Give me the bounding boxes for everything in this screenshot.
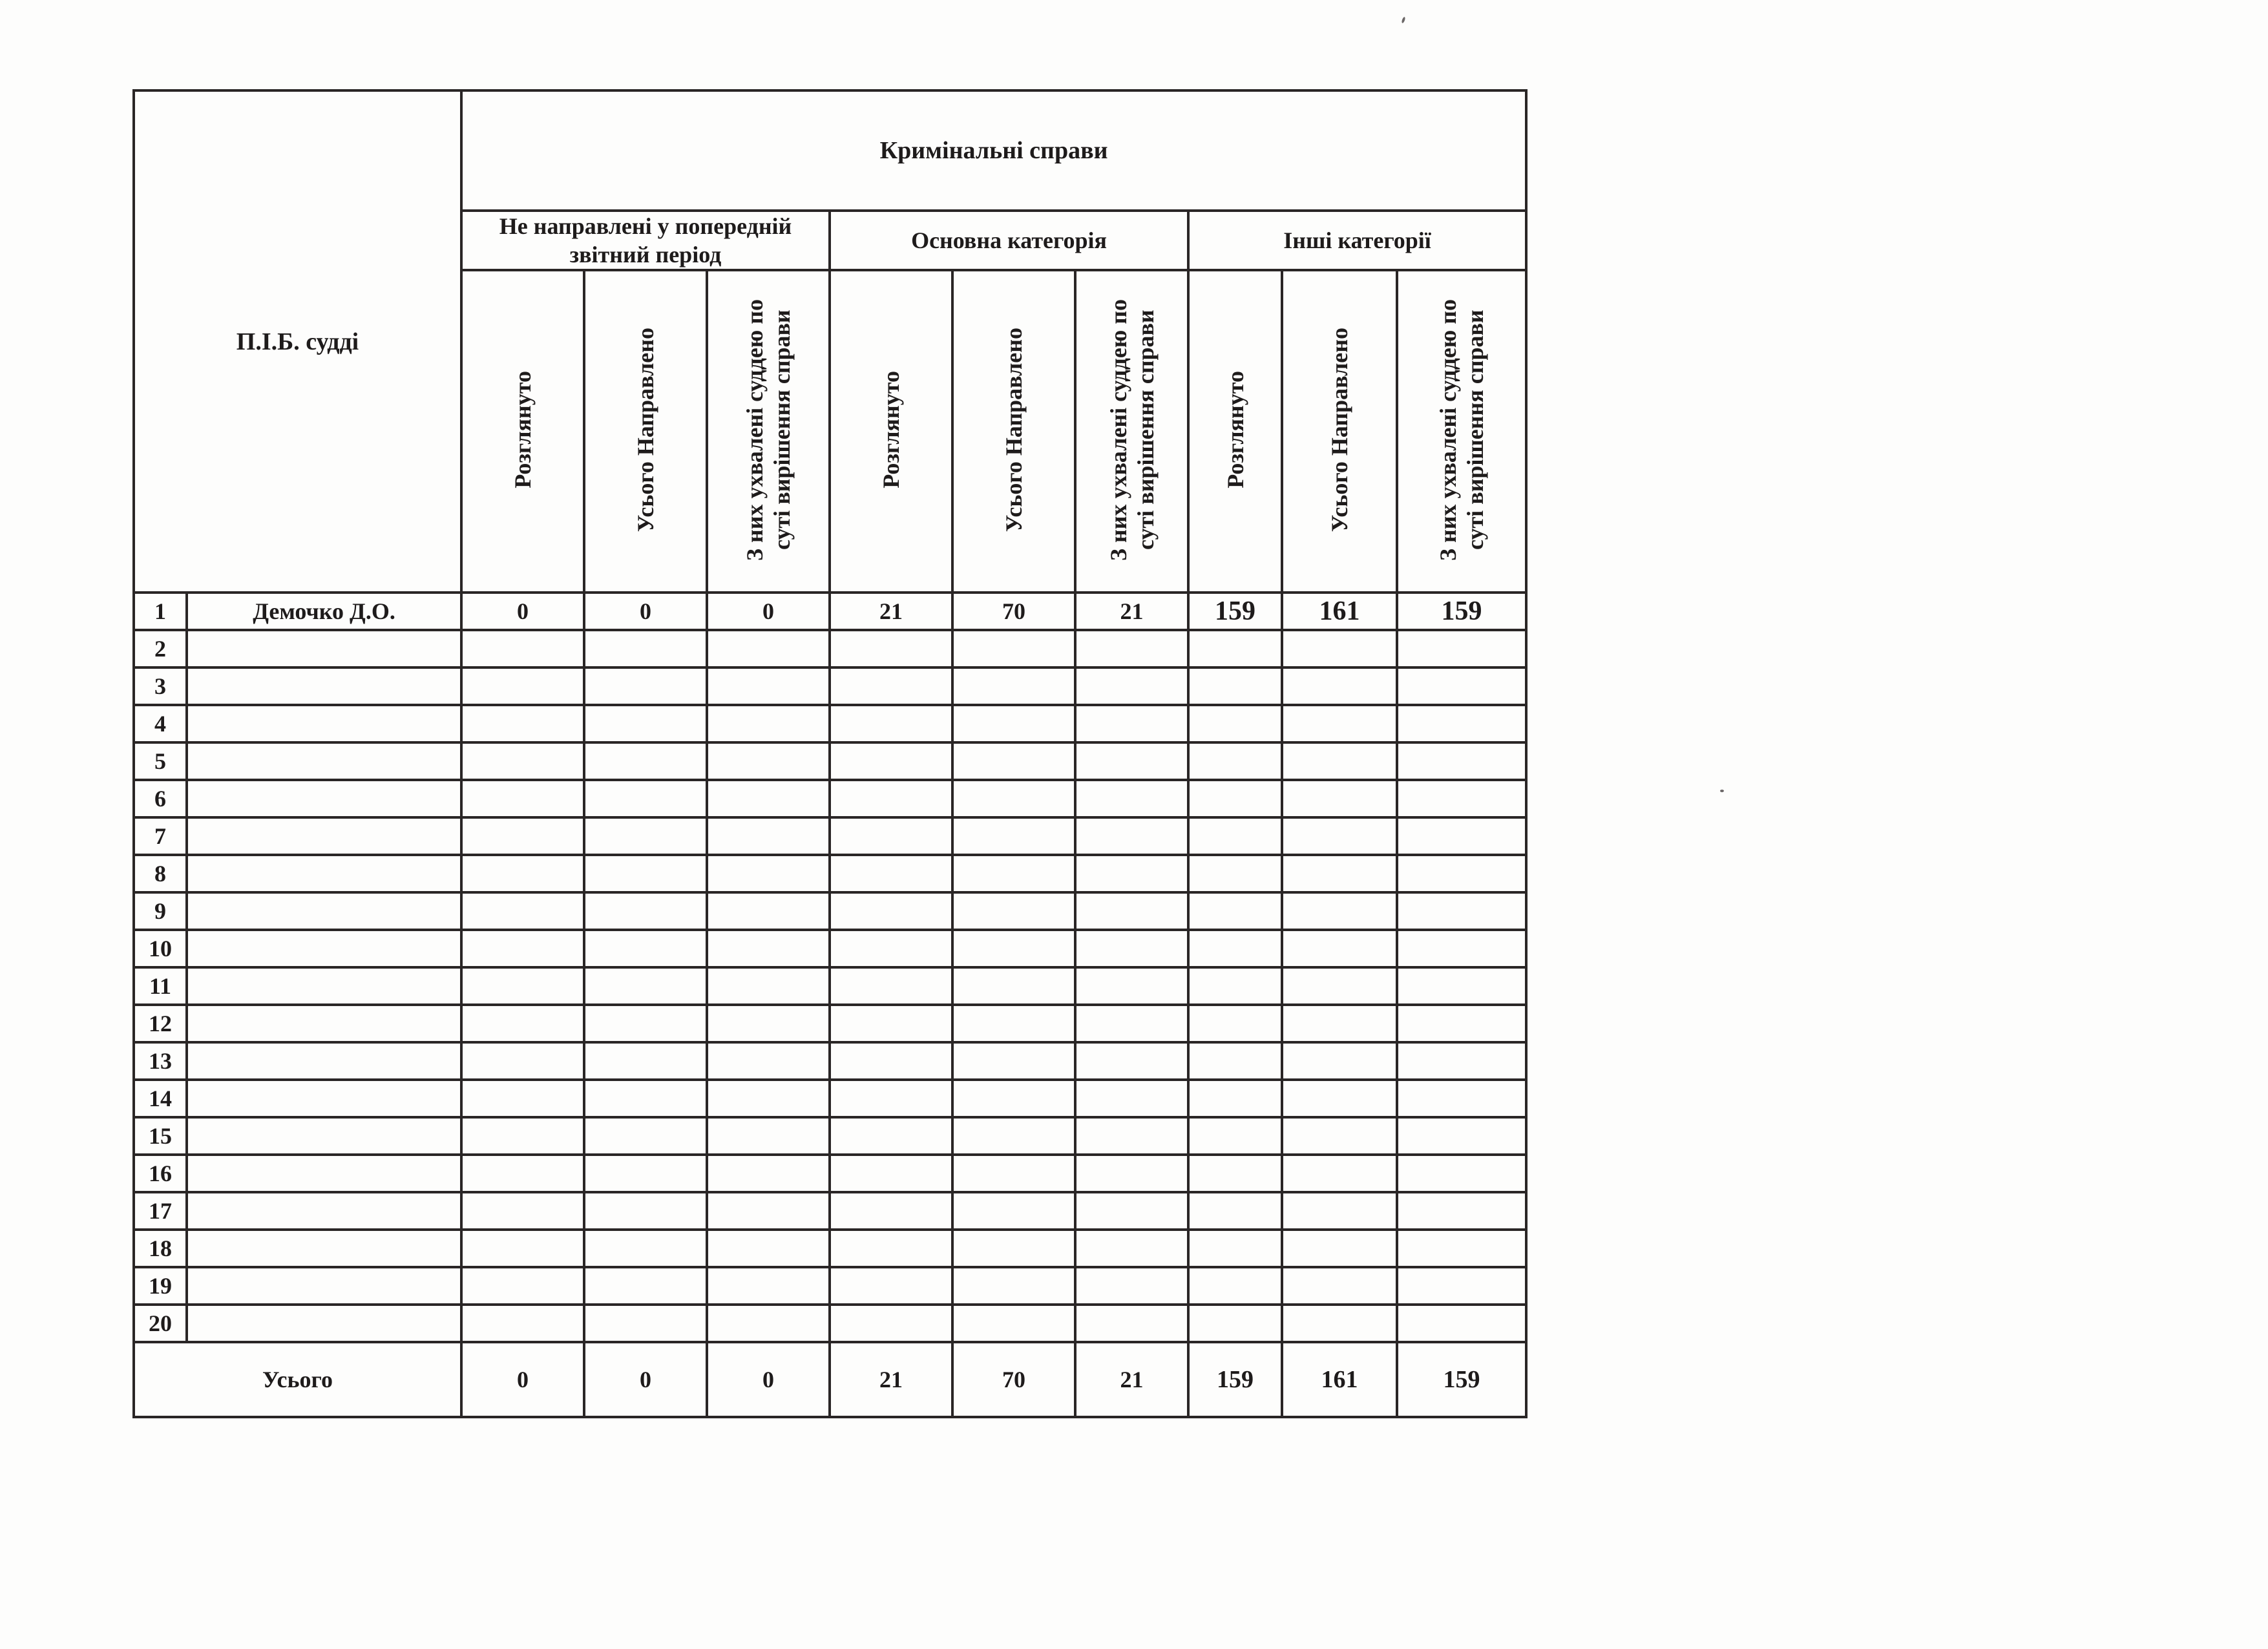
row-number: 3 (134, 667, 187, 705)
value-cell (461, 967, 584, 1005)
value-cell (707, 1305, 830, 1342)
value-cell (1397, 1267, 1526, 1305)
row-number: 12 (134, 1005, 187, 1042)
value-cell (830, 667, 952, 705)
judge-name-cell (187, 1117, 461, 1155)
table-row (134, 1305, 1526, 1342)
value-cell (830, 705, 952, 742)
value-cell (1397, 1230, 1526, 1267)
column-header (1282, 270, 1397, 593)
judge-name-cell (187, 630, 461, 667)
value-cell (1397, 855, 1526, 892)
value-cell (1075, 705, 1188, 742)
value-cell (1075, 1267, 1188, 1305)
value-cell (952, 667, 1075, 705)
total-value-cell: 21 (1075, 1342, 1188, 1417)
value-cell (461, 1267, 584, 1305)
value-cell (1397, 930, 1526, 967)
value-cell (461, 667, 584, 705)
value-cell (830, 967, 952, 1005)
value-cell (952, 1080, 1075, 1117)
value-cell (1188, 1117, 1282, 1155)
value-cell (1282, 630, 1397, 667)
value-cell (952, 1192, 1075, 1230)
value-cell (1397, 1005, 1526, 1042)
value-cell (584, 705, 707, 742)
value-cell (952, 967, 1075, 1005)
value-cell (1397, 1192, 1526, 1230)
scan-speck (1720, 790, 1724, 792)
value-cell (1282, 817, 1397, 855)
value-cell (584, 630, 707, 667)
value-cell (584, 892, 707, 930)
table-row (134, 780, 1526, 817)
value-cell (707, 817, 830, 855)
value-cell (584, 742, 707, 780)
value-cell (1188, 1005, 1282, 1042)
value-cell (1188, 630, 1282, 667)
judge-name-cell (187, 1230, 461, 1267)
table-row (134, 930, 1526, 967)
value-cell (707, 855, 830, 892)
table-row (134, 1005, 1526, 1042)
column-header-label: Розглянуто (510, 371, 536, 488)
judge-name-cell (187, 667, 461, 705)
value-cell (1075, 855, 1188, 892)
table-row (134, 667, 1526, 705)
value-cell (707, 930, 830, 967)
value-cell (1397, 1155, 1526, 1192)
value-cell (1075, 1230, 1188, 1267)
value-cell (830, 742, 952, 780)
value-cell (707, 1042, 830, 1080)
row-number: 5 (134, 742, 187, 780)
value-cell (707, 742, 830, 780)
value-cell (461, 1305, 584, 1342)
value-cell (1075, 817, 1188, 855)
value-cell (952, 1305, 1075, 1342)
column-header (584, 270, 707, 593)
value-cell (830, 1155, 952, 1192)
totals-row (134, 1342, 1526, 1417)
value-cell (1397, 1080, 1526, 1117)
row-number: 14 (134, 1080, 187, 1117)
table-row (134, 1117, 1526, 1155)
value-cell (1188, 667, 1282, 705)
row-number: 7 (134, 817, 187, 855)
value-cell (952, 1230, 1075, 1267)
value-cell (1188, 892, 1282, 930)
value-cell (461, 1005, 584, 1042)
judge-name-cell (187, 1192, 461, 1230)
value-cell (461, 1230, 584, 1267)
judge-name-cell (187, 1305, 461, 1342)
value-cell (461, 930, 584, 967)
value-cell (830, 1080, 952, 1117)
value-cell (707, 780, 830, 817)
value-cell (1282, 1117, 1397, 1155)
value-cell (461, 742, 584, 780)
value-cell (1188, 1080, 1282, 1117)
value-cell (1188, 930, 1282, 967)
value-cell (584, 1042, 707, 1080)
value-cell (584, 1305, 707, 1342)
row-number: 16 (134, 1155, 187, 1192)
value-cell (952, 1042, 1075, 1080)
group-header-not-sent-previous: Не направлені у попередній звітний період (461, 211, 830, 270)
value-cell (1188, 1230, 1282, 1267)
judge-name-cell (187, 780, 461, 817)
value-cell (1397, 1117, 1526, 1155)
value-cell (707, 1005, 830, 1042)
value-cell (461, 817, 584, 855)
total-value-cell: 21 (830, 1342, 952, 1417)
table-row (134, 855, 1526, 892)
value-cell (584, 1080, 707, 1117)
value-cell (1282, 1080, 1397, 1117)
value-cell (584, 817, 707, 855)
value-cell (1282, 1192, 1397, 1230)
value-cell (952, 1155, 1075, 1192)
column-header-label: Розглянуто (878, 371, 905, 488)
value-cell (584, 1192, 707, 1230)
value-cell (1188, 855, 1282, 892)
value-cell (584, 1117, 707, 1155)
value-cell (1188, 780, 1282, 817)
totals-label: Усього (134, 1342, 461, 1417)
table-row (134, 1267, 1526, 1305)
row-number: 18 (134, 1230, 187, 1267)
row-number: 1 (134, 593, 187, 630)
value-cell (1188, 1192, 1282, 1230)
value-cell (830, 1305, 952, 1342)
value-cell (1397, 892, 1526, 930)
judge-name-cell (187, 1267, 461, 1305)
value-cell (461, 705, 584, 742)
judge-name-cell (187, 705, 461, 742)
value-cell (952, 742, 1075, 780)
table-title: Кримінальні справи (461, 90, 1526, 211)
value-cell (1188, 1305, 1282, 1342)
value-cell (830, 930, 952, 967)
value-cell (1075, 1117, 1188, 1155)
value-cell (952, 855, 1075, 892)
value-cell (1075, 930, 1188, 967)
value-cell (1282, 855, 1397, 892)
total-value-cell: 159 (1188, 1342, 1282, 1417)
value-cell (1188, 1042, 1282, 1080)
judge-name-header: П.І.Б. судді (134, 90, 461, 593)
value-cell (1282, 930, 1397, 967)
row-number: 9 (134, 892, 187, 930)
value-cell (830, 1117, 952, 1155)
value-cell (1397, 817, 1526, 855)
value-cell (1075, 1005, 1188, 1042)
value-cell (830, 1192, 952, 1230)
value-cell: 159 (1397, 593, 1526, 630)
value-cell (1075, 780, 1188, 817)
value-cell: 21 (830, 593, 952, 630)
value-cell (1188, 1155, 1282, 1192)
column-header-label: Усього Направлено (1001, 327, 1027, 532)
judge-name-cell (187, 930, 461, 967)
value-cell (1282, 742, 1397, 780)
column-header (1188, 270, 1282, 593)
value-cell (1397, 1042, 1526, 1080)
judge-name-cell (187, 1005, 461, 1042)
total-value-cell: 70 (952, 1342, 1075, 1417)
table-row (134, 967, 1526, 1005)
value-cell (707, 892, 830, 930)
value-cell (584, 1230, 707, 1267)
value-cell (1282, 667, 1397, 705)
value-cell (461, 855, 584, 892)
table-row (134, 705, 1526, 742)
value-cell (1075, 1155, 1188, 1192)
value-cell (584, 667, 707, 705)
value-cell: 21 (1075, 593, 1188, 630)
value-cell (1282, 705, 1397, 742)
column-header (461, 270, 584, 593)
value-cell (952, 630, 1075, 667)
value-cell (1397, 705, 1526, 742)
value-cell (1188, 705, 1282, 742)
value-cell (1188, 817, 1282, 855)
column-header-label: Розглянуто (1222, 371, 1248, 488)
value-cell (1282, 1267, 1397, 1305)
total-value-cell: 0 (707, 1342, 830, 1417)
column-header (952, 270, 1075, 593)
value-cell (830, 780, 952, 817)
row-number: 20 (134, 1305, 187, 1342)
value-cell (707, 1117, 830, 1155)
table-row (134, 817, 1526, 855)
row-number: 2 (134, 630, 187, 667)
value-cell (584, 967, 707, 1005)
value-cell (461, 1042, 584, 1080)
value-cell (952, 817, 1075, 855)
value-cell (1188, 1267, 1282, 1305)
value-cell (1075, 1305, 1188, 1342)
value-cell (1282, 1042, 1397, 1080)
value-cell (461, 1155, 584, 1192)
table-row (134, 593, 1526, 630)
value-cell (1397, 667, 1526, 705)
value-cell (461, 1192, 584, 1230)
value-cell (707, 667, 830, 705)
value-cell (830, 630, 952, 667)
column-header (1397, 270, 1526, 593)
value-cell: 159 (1188, 593, 1282, 630)
value-cell (1282, 967, 1397, 1005)
row-number: 10 (134, 930, 187, 967)
total-value-cell: 0 (584, 1342, 707, 1417)
column-header-label: З них ухвалені суддею по суті вирішення справи (742, 299, 795, 561)
value-cell (1282, 1305, 1397, 1342)
judge-name-cell (187, 1042, 461, 1080)
total-value-cell: 159 (1397, 1342, 1526, 1417)
value-cell (707, 705, 830, 742)
value-cell (952, 1117, 1075, 1155)
value-cell (584, 930, 707, 967)
total-value-cell: 161 (1282, 1342, 1397, 1417)
table-row (134, 742, 1526, 780)
value-cell (952, 780, 1075, 817)
value-cell (1397, 742, 1526, 780)
value-cell: 0 (461, 593, 584, 630)
value-cell (1282, 892, 1397, 930)
value-cell (707, 1267, 830, 1305)
value-cell (584, 1005, 707, 1042)
table-row (134, 1192, 1526, 1230)
judge-name-cell (187, 817, 461, 855)
judge-name-cell (187, 742, 461, 780)
value-cell (830, 1267, 952, 1305)
value-cell (830, 892, 952, 930)
value-cell (952, 930, 1075, 967)
group-header-main-category: Основна категорія (830, 211, 1188, 270)
row-number: 4 (134, 705, 187, 742)
value-cell (1282, 1230, 1397, 1267)
value-cell (461, 1117, 584, 1155)
value-cell (584, 1267, 707, 1305)
column-header-label: З них ухвалені суддею по суті вирішення справи (1435, 299, 1489, 561)
value-cell (1282, 1005, 1397, 1042)
value-cell (1282, 780, 1397, 817)
value-cell (707, 1192, 830, 1230)
table-row (134, 1230, 1526, 1267)
row-number: 19 (134, 1267, 187, 1305)
value-cell (830, 817, 952, 855)
scan-speck (1401, 17, 1405, 24)
value-cell: 161 (1282, 593, 1397, 630)
total-value-cell: 0 (461, 1342, 584, 1417)
value-cell (707, 967, 830, 1005)
value-cell: 0 (584, 593, 707, 630)
value-cell (1075, 667, 1188, 705)
value-cell (1282, 1155, 1397, 1192)
judge-name-cell (187, 1155, 461, 1192)
value-cell (584, 780, 707, 817)
judge-name-cell (187, 1080, 461, 1117)
value-cell (1397, 780, 1526, 817)
value-cell (830, 855, 952, 892)
value-cell (952, 892, 1075, 930)
value-cell (461, 1080, 584, 1117)
value-cell (830, 1230, 952, 1267)
value-cell (707, 630, 830, 667)
value-cell (1075, 1192, 1188, 1230)
table-row (134, 1155, 1526, 1192)
column-header-label: З них ухвалені суддею по суті вирішення справи (1105, 299, 1159, 561)
column-header-label: Усього Направлено (1327, 327, 1353, 532)
value-cell (1188, 967, 1282, 1005)
value-cell (707, 1230, 830, 1267)
value-cell (461, 630, 584, 667)
table-row (134, 1042, 1526, 1080)
group-header-other-categories: Інші категорії (1188, 211, 1526, 270)
value-cell (830, 1005, 952, 1042)
value-cell (1075, 1042, 1188, 1080)
value-cell (1188, 742, 1282, 780)
value-cell (1075, 892, 1188, 930)
value-cell (952, 705, 1075, 742)
value-cell: 0 (707, 593, 830, 630)
judge-name-cell: Демочко Д.О. (187, 593, 461, 630)
value-cell (461, 892, 584, 930)
column-header (1075, 270, 1188, 593)
judge-name-cell (187, 855, 461, 892)
value-cell (1397, 630, 1526, 667)
row-number: 8 (134, 855, 187, 892)
value-cell (1075, 742, 1188, 780)
value-cell (707, 1155, 830, 1192)
value-cell (1397, 1305, 1526, 1342)
value-cell (707, 1080, 830, 1117)
value-cell (1075, 630, 1188, 667)
value-cell (1397, 967, 1526, 1005)
criminal-cases-report-table (132, 89, 1528, 1418)
row-number: 15 (134, 1117, 187, 1155)
value-cell (1075, 1080, 1188, 1117)
value-cell (461, 780, 584, 817)
value-cell (952, 1005, 1075, 1042)
row-number: 17 (134, 1192, 187, 1230)
judge-name-cell (187, 892, 461, 930)
column-header (830, 270, 952, 593)
value-cell: 70 (952, 593, 1075, 630)
judge-name-cell (187, 967, 461, 1005)
value-cell (584, 855, 707, 892)
value-cell (1075, 967, 1188, 1005)
column-header (707, 270, 830, 593)
value-cell (830, 1042, 952, 1080)
row-number: 6 (134, 780, 187, 817)
value-cell (584, 1155, 707, 1192)
row-number: 13 (134, 1042, 187, 1080)
column-header-label: Усього Направлено (633, 327, 659, 532)
table-row (134, 1080, 1526, 1117)
table-row (134, 892, 1526, 930)
value-cell (952, 1267, 1075, 1305)
table-row (134, 630, 1526, 667)
row-number: 11 (134, 967, 187, 1005)
